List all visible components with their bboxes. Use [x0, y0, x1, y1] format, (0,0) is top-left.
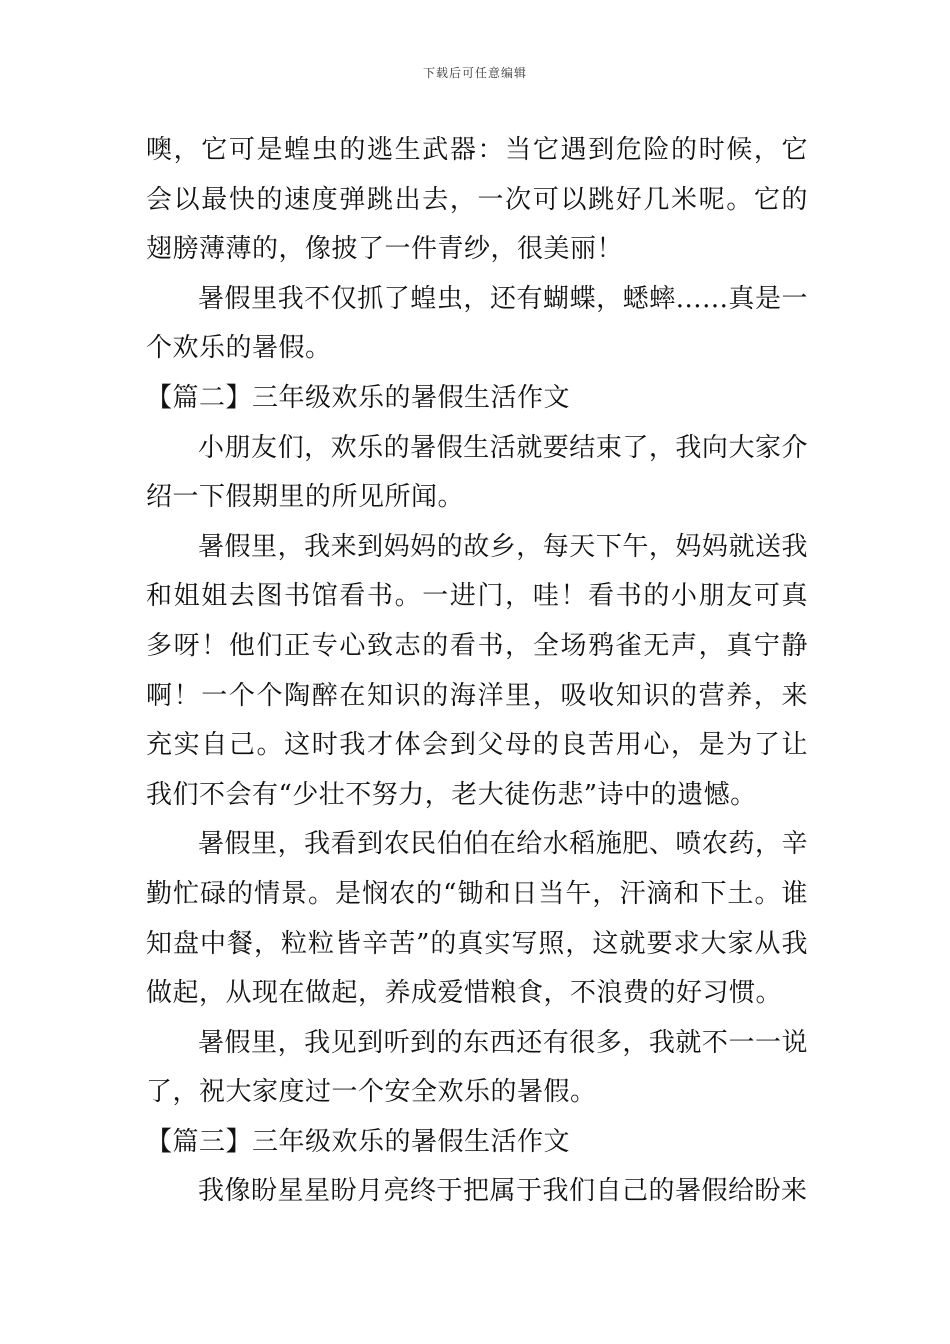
paragraph: 暑假里，我看到农民伯伯在给水稻施肥、喷农药，辛勤忙碌的情景。是悯农的“锄和日当午，汗滴和下土。谁知盘中餐，粒粒皆辛苦”的真实写照，这就要求大家从我做起，从现在做起，养成爱惜粮食，不浪费的好习惯。 — [146, 829, 808, 1009]
section-heading: 【篇三】三年级欢乐的暑假生活作文 — [146, 1126, 571, 1157]
paragraph: 暑假里我不仅抓了蝗虫，还有蝴蝶，蟋蟀......真是一个欢乐的暑假。 — [146, 283, 808, 364]
paragraph: 暑假里，我来到妈妈的故乡，每天下午，妈妈就送我和姐姐去图书馆看书。一进门，哇！看书的小朋友可真多呀！他们正专心致志的看书，全场鸦雀无声，真宁静啊！一个个陶醉在知识的海洋里，吸收知识的营养，来充实自己。这时我才体会到父母的良苦用心，是为了让我们不会有“少壮不努力，老大徒伤悲”诗中的遗憾。 — [146, 531, 808, 810]
page-header-note: 下载后可任意编辑 — [422, 66, 527, 80]
paragraph: 小朋友们，欢乐的暑假生活就要结束了，我向大家介绍一下假期里的所见所闻。 — [146, 432, 808, 513]
paragraph: 我像盼星星盼月亮终于把属于我们自己的暑假给盼来 — [198, 1176, 808, 1207]
paragraph-continued: 噢，它可是蝗虫的逃生武器：当它遇到危险的时候，它会以最快的速度弹跳出去，一次可以跳好几米呢。它的翅膀薄薄的，像披了一件青纱，很美丽！ — [146, 135, 808, 265]
section-heading: 【篇二】三年级欢乐的暑假生活作文 — [146, 382, 571, 413]
paragraph: 暑假里，我见到听到的东西还有很多，我就不一一说了，祝大家度过一个安全欢乐的暑假。 — [146, 1027, 808, 1108]
document-body — [146, 126, 808, 1217]
